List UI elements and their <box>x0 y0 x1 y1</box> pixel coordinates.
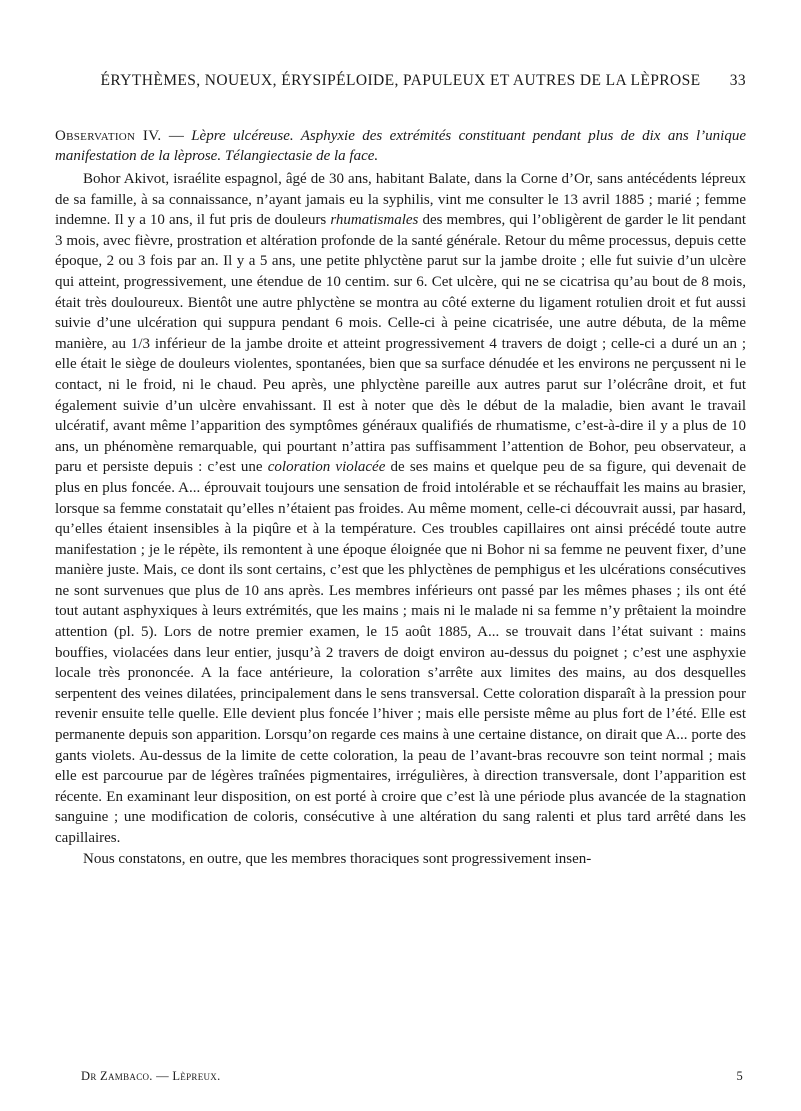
heading-dash: — <box>161 128 192 144</box>
observation-label: Observation IV. <box>55 128 162 144</box>
observation-title: Lèpre ulcéreuse. Asphyxie des extrémités constituant pendant plus de dix ans l’unique manifestation de la lèprose. Télangiectasie de la face. <box>55 128 746 164</box>
paragraph-text: des membres, qui l’obligèrent de garder le lit pendant 3 mois, avec fièvre, prostration et altération profonde de la santé générale. Retour du même processus, depuis cette époque, 2 ou 3 fois par an. Il y a 5 ans, une petite phlyctène parut sur la jambe droite ; elle fut suivie d’un ulcère qui atteint, progressivement, une étendue de 10 centim. sur 6. Cet ulcère, qui ne se cicatrisa qu’au bout de 8 mois, était très douloureux. Bientôt une autre phlyctène se montra au côté externe du ligament rotulien droit et fut aussi suivie d’une ulcération qui suppura pendant 6 mois. Celle-ci à peine cicatrisée, une autre débuta, de la même manière, au 1/3 inférieur de la jambe droite et atteint progressivement 4 travers de doigt ; celle-ci a duré un an ; elle était le siège de douleurs violentes, spontanées, bien que sa surface dénudée et les environs ne perçussent ni le contact, ni le froid, ni le chaud. Peu après, une phlyctène pareille aux autres parut sur l’olécrâne droit, et fut également suivie d’un ulcère envahissant. Il est à noter que dès le début de la maladie, bien avant le travail ulcératif, avant même l’apparition des symptômes généraux qualifiés de rhumatisme, c’est-à-dire il y a plus de 10 ans, un phénomène remarquable, qui pourtant n’attira pas suffisamment l’attention de Bohor, peu observateur, a paru et persiste depuis : c’est une <box>55 212 746 476</box>
paragraph: Nous constatons, en outre, que les membres thoraciques sont progressivement insen- <box>83 850 592 867</box>
emphasis: coloration violacée <box>267 459 386 476</box>
running-head <box>55 72 746 90</box>
signature-mark: 5 <box>736 1069 743 1083</box>
page-number: 33 <box>729 72 746 89</box>
running-title: ÉRYTHÈMES, NOUEUX, ÉRYSIPÉLOIDE, PAPULEUX ET AUTRES DE LA LÈPROSE <box>100 72 701 89</box>
paragraph-text: de ses mains et quelque peu de sa figure, qui devenait de plus en plus foncée. A... éprouvait toujours une sensation de froid intolérable et se réchauffait les mains au brasier, lorsque sa femme constatait qu’elles n’étaient pas froides. Au même moment, celle-ci découvrait aussi, par hasard, qu’elles étaient insensibles à la piqûre et à la température. Ces troubles capillaires ont ainsi précédé toute autre manifestation ; je le répète, ils remontent à une époque éloignée que ni Bohor ni sa femme ne peuvent fixer, d’une manière juste. Mais, ce dont ils sont certains, c’est que les phlyctènes de pemphigus et les ulcérations consécutives ne sont survenues que plus de 10 ans après. Les membres inférieurs ont passé par les mêmes phases ; ils ont été tout autant asphyxiques à leurs extrémités, que les mains ; mais ni le malade ni sa femme n’y prêtaient la moindre attention (pl. 5). Lors de notre premier examen, le 15 août 1885, A... se trouvait dans l’état suivant : mains bouffies, violacées dans leur entier, jusqu’à 2 travers de doigt environ au-dessus du poignet ; c’est une asphyxie locale très prononcée. A la face antérieure, la coloration s’arrête aux limites des mains, au dos desquelles serpentent des veines dilatées, principalement dans le sens transversal. Cette coloration disparaît à la pression pour revenir ensuite telle quelle. Elle devient plus foncée l’hiver ; mais elle persiste même au plus fort de l’été. Elle est permanente depuis son apparition. Lorsqu’on regarde ces mains à une certaine distance, on dirait que A... porte des gants violets. Au-dessus de la limite de cette coloration, la peau de l’avant-bras recouvre son teint normal ; mais elle est parcourue par de légères traînées pigmentaires, irrégulières, à direction transversale, dont l’apparition est récente. En examinant leur disposition, on est porté à croire que c’est là une période plus avancée de la stagnation sanguine ; une modification de coloris, consécutive à une altération du sang ralenti et plus tard arrêté dans les capillaires. <box>55 459 746 846</box>
footer-author: Dr Zambaco. — Lèpreux. <box>81 1069 221 1083</box>
paragraph <box>55 169 746 849</box>
body-text <box>55 169 746 869</box>
observation-heading <box>55 126 746 166</box>
emphasis: rhumatismales <box>330 212 419 229</box>
paragraph-text: Bohor Akivot, israélite espagnol, âgé de 30 ans, habitant Balate, dans la Corne d’Or, sans antécédents lépreux de sa famille, à sa connaissance, n’ayant jamais eu la syphilis, vint me consulter le 13 avril 1885 ; marié ; femme indemne. Il y a 10 ans, il fut pris de douleurs <box>55 171 746 229</box>
